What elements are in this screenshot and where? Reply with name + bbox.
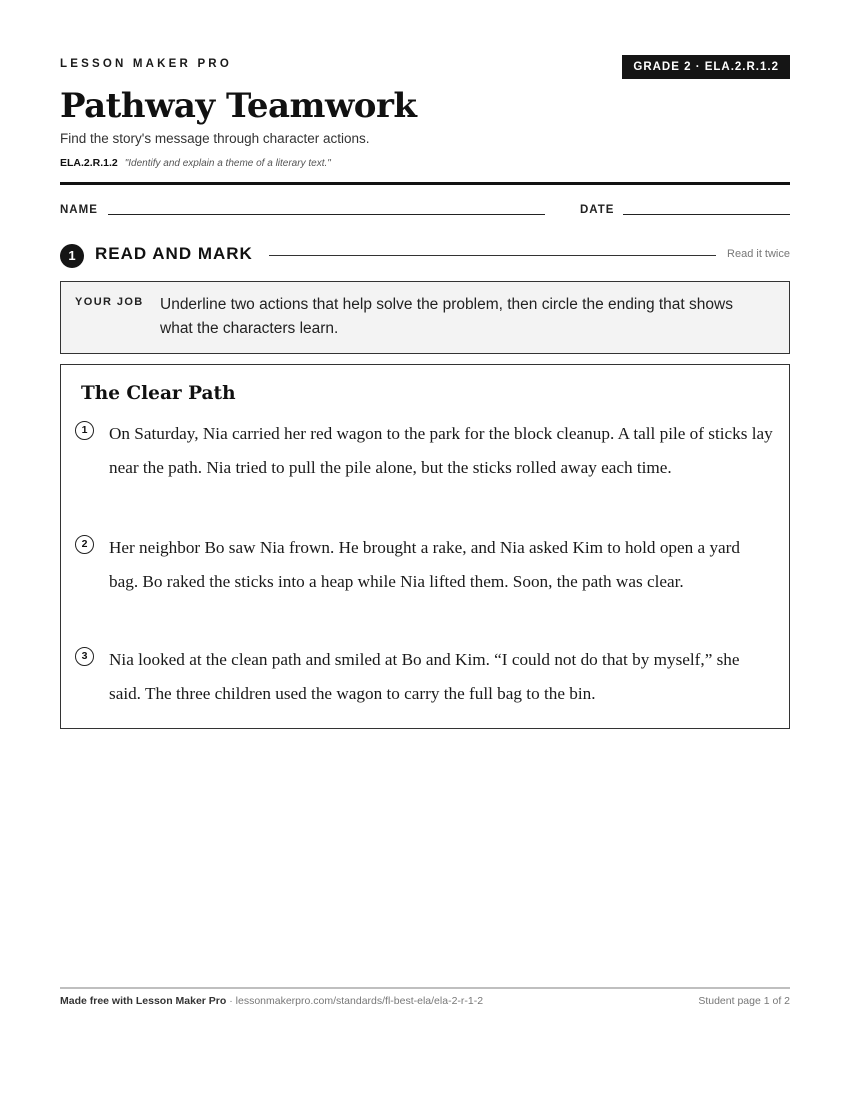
- paragraph-text[interactable]: On Saturday, Nia carried her red wagon to the park for the block cleanup. A tall pile of sticks lay near the path. Nia tried to pull the pile alone, but the sticks rolled away each time.: [109, 424, 773, 477]
- brand-name: LESSON MAKER PRO: [60, 58, 232, 70]
- name-label: NAME: [60, 204, 98, 216]
- footer-credit: [60, 995, 483, 1007]
- paragraph-number-badge: 3: [75, 647, 94, 666]
- footer-page-number: Student page 1 of 2: [698, 995, 790, 1007]
- worksheet-page: [60, 0, 790, 1100]
- section-divider: [269, 255, 716, 256]
- paragraph-text[interactable]: Her neighbor Bo saw Nia frown. He brought a rake, and Nia asked Kim to hold open a yard bag. Bo raked the sticks into a heap while Nia lifted them. Soon, the path was clear.: [109, 538, 740, 591]
- date-field[interactable]: [623, 214, 790, 215]
- story-passage-box: [60, 364, 790, 729]
- your-job-label: YOUR JOB: [75, 296, 144, 308]
- page-title: Pathway Teamwork: [60, 86, 417, 126]
- section-note: Read it twice: [727, 248, 790, 260]
- footer-url[interactable]: · lessonmakerpro.com/standards/fl-best-ela/ela-2-r-1-2: [226, 995, 484, 1007]
- footer-divider: [60, 987, 790, 989]
- name-field[interactable]: [108, 214, 545, 215]
- header-divider: [60, 182, 790, 185]
- section-header: [60, 242, 790, 268]
- page-subtitle: Find the story's message through character actions.: [60, 131, 370, 146]
- standard-code: ELA.2.R.1.2: [60, 157, 118, 169]
- date-label: DATE: [580, 204, 615, 216]
- section-number-badge: 1: [60, 244, 84, 268]
- standard-line: [60, 157, 331, 169]
- section-title: READ AND MARK: [95, 244, 253, 263]
- your-job-box: [60, 281, 790, 354]
- standard-description: "Identify and explain a theme of a literary text.": [124, 158, 331, 169]
- footer-made-with: Made free with Lesson Maker Pro: [60, 995, 227, 1007]
- paragraph-text[interactable]: Nia looked at the clean path and smiled at Bo and Kim. “I could not do that by myself,” she said. The three children used the wagon to carry the full bag to the bin.: [109, 650, 740, 703]
- paragraph-number-badge: 2: [75, 535, 94, 554]
- grade-badge: GRADE 2 · ELA.2.R.1.2: [622, 55, 790, 79]
- paragraph-number-badge: 1: [75, 421, 94, 440]
- story-title: The Clear Path: [81, 383, 236, 404]
- your-job-instructions: Underline two actions that help solve the problem, then circle the ending that shows what the characters learn.: [160, 296, 733, 337]
